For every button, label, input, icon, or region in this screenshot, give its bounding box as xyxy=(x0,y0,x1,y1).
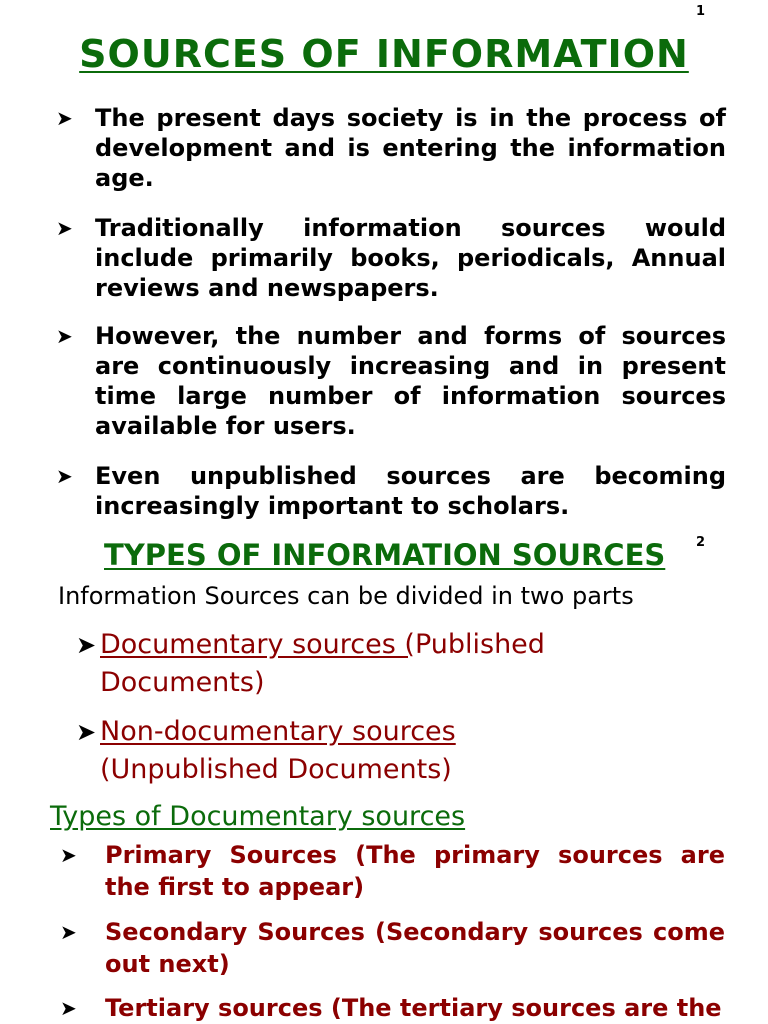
intro-bullet xyxy=(56,213,726,303)
documentary-sources-link[interactable]: Documentary sources ( xyxy=(100,629,415,660)
documentary-type-item xyxy=(60,916,725,980)
intro-bullet-text: The present days society is in the process of development and is entering the information age. xyxy=(95,104,726,192)
arrowhead-bullet-icon: ➤ xyxy=(76,631,97,659)
documentary-type-text: Primary Sources (The primary sources are the first to appear) xyxy=(105,841,725,901)
part-description: Published Documents) xyxy=(100,629,545,698)
source-part-item xyxy=(76,626,696,702)
part-description: (Unpublished Documents) xyxy=(100,754,452,785)
intro-bullet-text: However, the number and forms of sources are continuously increasing and in present time large number of information sources available for users. xyxy=(95,322,726,440)
page-number: 1 xyxy=(696,4,706,19)
arrowhead-bullet-icon: ➤ xyxy=(60,843,77,867)
documentary-types-heading[interactable]: Types of Documentary sources xyxy=(50,801,466,832)
page-number: 2 xyxy=(696,535,706,550)
intro-bullet-text: Even unpublished sources are becoming increasingly important to scholars. xyxy=(95,462,726,520)
intro-bullet xyxy=(56,461,726,521)
arrowhead-bullet-icon: ➤ xyxy=(56,324,73,348)
documentary-type-item xyxy=(60,992,725,1024)
documentary-type-text: Tertiary sources (The tertiary sources are the xyxy=(105,994,722,1022)
documentary-type-text: Secondary Sources (Secondary sources come out next) xyxy=(105,918,725,978)
arrowhead-bullet-icon: ➤ xyxy=(56,216,73,240)
intro-bullet xyxy=(56,103,726,193)
page-title: SOURCES OF INFORMATION xyxy=(79,32,689,76)
intro-bullet-text: Traditionally information sources would include primarily books, periodicals, Annual reviews and newspapers. xyxy=(95,214,726,302)
intro-bullet xyxy=(56,321,726,441)
source-part-item xyxy=(76,713,696,789)
types-section-subtitle: Information Sources can be divided in two parts xyxy=(58,582,634,610)
non-documentary-sources-link[interactable]: Non-documentary sources xyxy=(100,716,456,747)
types-section-title: TYPES OF INFORMATION SOURCES xyxy=(104,538,666,572)
arrowhead-bullet-icon: ➤ xyxy=(56,464,73,488)
arrowhead-bullet-icon: ➤ xyxy=(60,996,77,1020)
arrowhead-bullet-icon: ➤ xyxy=(60,920,77,944)
documentary-type-item xyxy=(60,839,725,903)
arrowhead-bullet-icon: ➤ xyxy=(56,106,73,130)
arrowhead-bullet-icon: ➤ xyxy=(76,718,97,746)
